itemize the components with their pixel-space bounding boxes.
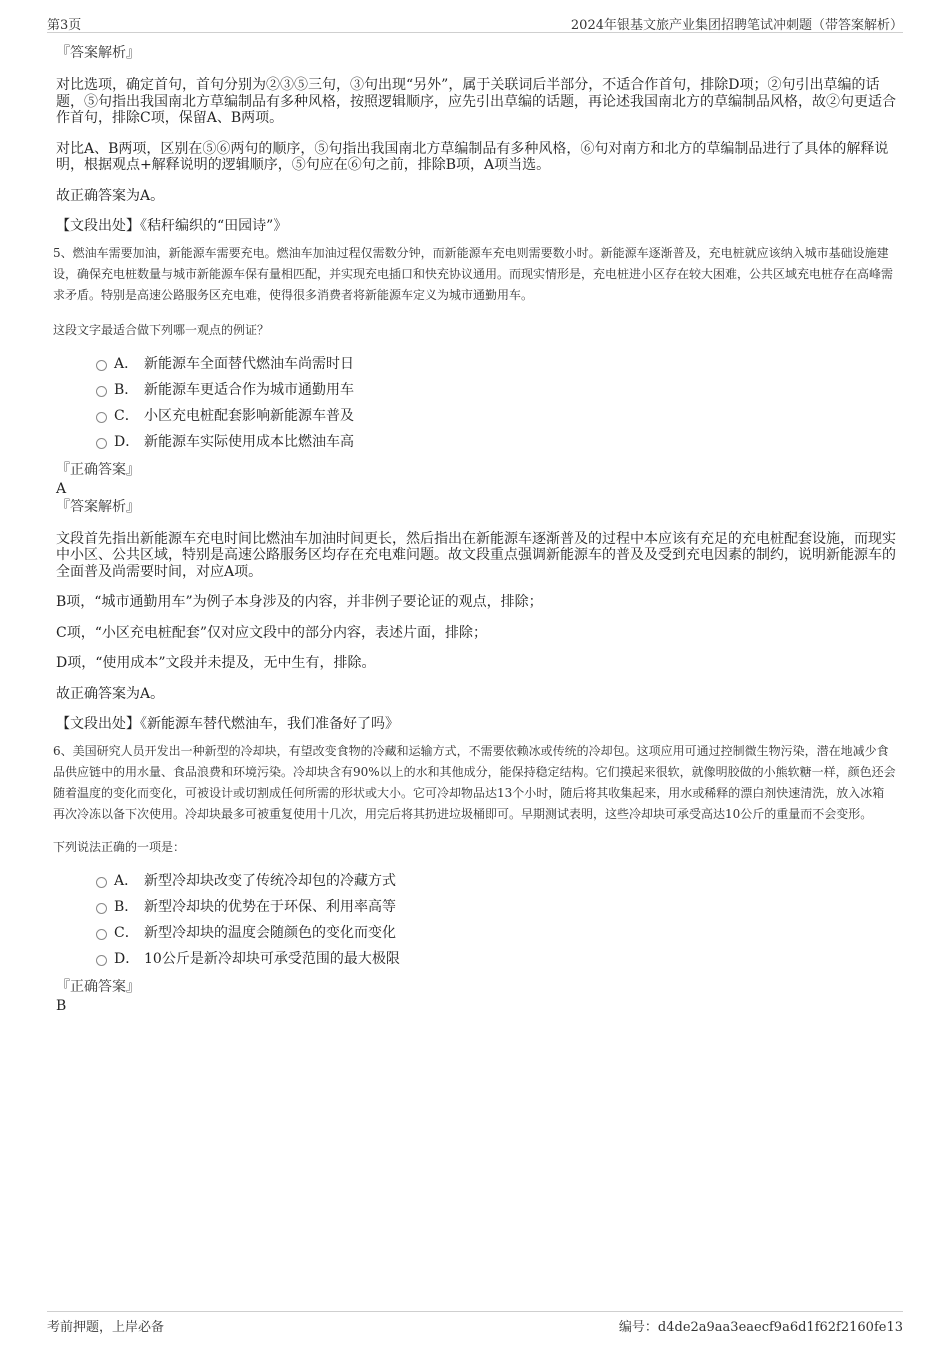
q4-analysis-p2: 对比A、B两项，区别在⑤⑥两句的顺序，⑤句指出我国南北方草编制品有多种风格，⑥句对南方和北方的草编制品进行了具体的解释说明，根据观点+解释说明的逻辑顺序，⑤句应在⑥句之前，排除B项，A项当选。 bbox=[56, 140, 889, 173]
radio-icon[interactable] bbox=[96, 386, 107, 397]
option-key: B． bbox=[114, 381, 139, 398]
option-key: A． bbox=[114, 355, 139, 372]
q5-prompt: 这段文字最适合做下列哪一观点的例证？ bbox=[53, 322, 270, 337]
option-text: 新型冷却块改变了传统冷却包的冷藏方式 bbox=[144, 872, 396, 889]
q6-answer-label: 『正确答案』 bbox=[56, 978, 140, 995]
document-title: 2024年银基文旅产业集团招聘笔试冲刺题（带答案解析） bbox=[570, 18, 903, 33]
q6-option-b[interactable] bbox=[56, 894, 896, 920]
option-text: 新型冷却块的温度会随颜色的变化而变化 bbox=[144, 924, 396, 941]
document-id: 编号：d4de2a9aa3eaecf9a6d1f62f2160fe13 bbox=[618, 1320, 903, 1335]
q5-option-d[interactable] bbox=[56, 429, 896, 455]
option-text: 10公斤是新冷却块可承受范围的最大极限 bbox=[144, 950, 400, 967]
q6-option-d[interactable] bbox=[56, 946, 896, 972]
q4-conclusion: 故正确答案为A。 bbox=[56, 187, 165, 204]
q5-analysis-a4: D项，“使用成本”文段并未提及，无中生有，排除。 bbox=[56, 655, 376, 671]
option-text: 新能源车更适合作为城市通勤用车 bbox=[144, 381, 354, 398]
q5-analysis-a2: B项，“城市通勤用车”为例子本身涉及的内容，并非例子要论证的观点，排除； bbox=[56, 594, 543, 610]
q6-option-a[interactable] bbox=[56, 868, 896, 894]
q5-answer: A bbox=[56, 480, 67, 497]
option-text: 新能源车实际使用成本比燃油车高 bbox=[144, 433, 354, 450]
q4-analysis-p1: 对比选项，确定首句，首句分别为②③⑤三句，③句出现“另外”，属于关联词后半部分，不适合作首句，排除D项；②句引出草编的话题，⑤句指出我国南北方草编制品有多种风格，按照逻辑顺序，应先引出草编的话题，再论述我国南北方的草编制品风格，故②句更适合作首句，排除C项，保留A、B两项。 bbox=[56, 77, 896, 126]
radio-icon[interactable] bbox=[96, 360, 107, 371]
q5-answer-label: 『正确答案』 bbox=[56, 461, 140, 478]
option-key: D． bbox=[114, 950, 140, 967]
q5-conclusion: 故正确答案为A。 bbox=[56, 685, 165, 702]
radio-icon[interactable] bbox=[96, 412, 107, 423]
q4-source: 【文段出处】《秸秆编织的“田园诗”》 bbox=[56, 218, 288, 234]
q5-option-b[interactable] bbox=[56, 377, 896, 403]
radio-icon[interactable] bbox=[96, 903, 107, 914]
q5-analysis-a3: C项，“小区充电桩配套”仅对应文段中的部分内容，表述片面，排除； bbox=[56, 624, 488, 641]
radio-icon[interactable] bbox=[96, 438, 107, 449]
page-number: 第3页 bbox=[47, 18, 82, 33]
q5-stem: 5、燃油车需要加油，新能源车需要充电。燃油车加油过程仅需数分钟，而新能源车充电则需要数小时。新能源车逐渐普及，充电桩就应该纳入城市基础设施建设，确保充电桩数量与城市新能源车保有量相匹配，并实现充电插口和快充协议通用。而现实情形是，充电桩进小区存在较大困难，公共区域充电桩存在高峰需求矛盾。特别是高速公路服务区充电难，使得很多消费者将新能源车定义为城市通勤用车。 bbox=[53, 245, 894, 302]
radio-icon[interactable] bbox=[96, 929, 107, 940]
q4-analysis-label: 『答案解析』 bbox=[56, 45, 140, 61]
q5-options bbox=[56, 351, 896, 455]
q5-source: 【文段出处】《新能源车替代燃油车，我们准备好了吗》 bbox=[56, 716, 399, 732]
footer-slogan: 考前押题，上岸必备 bbox=[47, 1320, 165, 1335]
radio-icon[interactable] bbox=[96, 955, 107, 966]
page-header bbox=[47, 12, 903, 33]
option-key: D． bbox=[114, 433, 140, 450]
option-key: A． bbox=[114, 872, 139, 889]
document-body bbox=[53, 44, 896, 1015]
option-key: C． bbox=[114, 924, 139, 941]
q6-stem: 6、美国研究人员开发出一种新型的冷却块，有望改变食物的冷藏和运输方式，不需要依赖冰或传统的冷却包。这项应用可通过控制微生物污染，潜在地减少食品供应链中的用水量、食品浪费和环境污染。冷却块含有90%以上的水和其他成分，能保持稳定结构。它们摸起来很软，就像明胶做的小熊软糖一样，颜色还会随着温度的变化而变化，可被设计或切割成任何所需的形状或大小。它可冷却物品达13个小时，随后将其收集起来，用水或稀释的漂白剂快速清洗，放入冰箱再次冷冻以备下次使用。冷却块最多可被重复使用十几次，用完后将其扔进垃圾桶即可。早期测试表明，这些冷却块可承受高达10公斤的重量而不会变形。 bbox=[53, 743, 896, 821]
q5-analysis-label: 『答案解析』 bbox=[56, 498, 140, 515]
page-footer bbox=[47, 1311, 903, 1334]
q5-option-c[interactable] bbox=[56, 403, 896, 429]
q6-option-c[interactable] bbox=[56, 920, 896, 946]
option-text: 新能源车全面替代燃油车尚需时日 bbox=[144, 355, 354, 372]
q5-analysis-a1: 文段首先指出新能源车充电时间比燃油车加油时间更长，然后指出在新能源车逐渐普及的过程中本应该有充足的充电桩配套设施，而现实中小区、公共区域，特别是高速公路服务区均存在充电难问题。故文段重点强调新能源车的普及及受到充电因素的制约，说明新能源车的全面普及尚需要时间，对应A项。 bbox=[56, 530, 896, 580]
option-text: 小区充电桩配套影响新能源车普及 bbox=[144, 407, 354, 424]
option-text: 新型冷却块的优势在于环保、利用率高等 bbox=[144, 898, 396, 915]
q6-options bbox=[56, 868, 896, 972]
option-key: B． bbox=[114, 898, 139, 915]
q6-prompt: 下列说法正确的一项是： bbox=[53, 839, 186, 854]
radio-icon[interactable] bbox=[96, 877, 107, 888]
q5-option-a[interactable] bbox=[56, 351, 896, 377]
option-key: C． bbox=[114, 407, 139, 424]
q6-answer: B bbox=[56, 997, 67, 1014]
